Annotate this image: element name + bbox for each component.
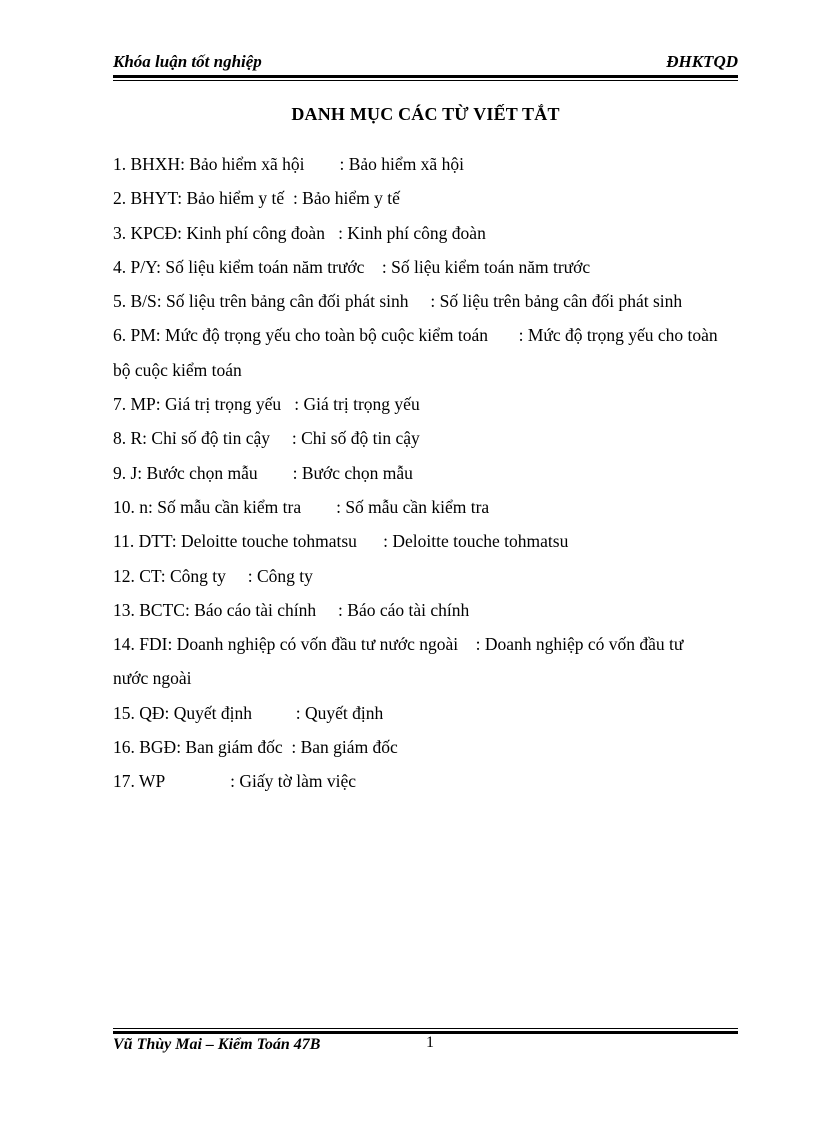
- list-item: 1. BHXH: Bảo hiểm xã hội : Bảo hiểm xã hội: [113, 154, 464, 174]
- list-item: 14. FDI: Doanh nghiệp có vốn đầu tư nước ngoài : Doanh nghiệp có vốn đầu tư nước ngoài: [113, 634, 688, 689]
- list-item: 16. BGĐ: Ban giám đốc : Ban giám đốc: [113, 737, 398, 758]
- page-title: DANH MỤC CÁC TỪ VIẾT TẮT: [291, 104, 560, 124]
- list-item: 15. QĐ: Quyết định : Quyết định: [113, 702, 384, 723]
- list-item: 10. n: Số mẫu cần kiểm tra : Số mẫu cần kiểm tra: [113, 496, 490, 517]
- list-item: 11. DTT: Deloitte touche tohmatsu : Deloitte touche tohmatsu: [113, 531, 569, 552]
- list-item: 13. BCTC: Báo cáo tài chính : Báo cáo tài chính: [113, 599, 470, 620]
- list-item: 8. R: Chỉ số độ tin cậy : Chỉ số độ tin cậy: [113, 428, 420, 449]
- abbreviation-list: [113, 147, 723, 799]
- page-number: 1: [426, 1034, 434, 1051]
- footer-divider-thin: [113, 1028, 738, 1029]
- page-header: [113, 50, 738, 76]
- list-item: 7. MP: Giá trị trọng yếu : Giá trị trọng yếu: [113, 394, 420, 415]
- list-item: 4. P/Y: Số liệu kiểm toán năm trước : Số liệu kiểm toán năm trước: [113, 256, 591, 277]
- header-divider-thin: [113, 80, 738, 81]
- list-item: 2. BHYT: Bảo hiểm y tế : Bảo hiểm y tế: [113, 188, 400, 209]
- list-item: 5. B/S: Số liệu trên bảng cân đối phát sinh : Số liệu trên bảng cân đối phát sinh: [113, 291, 683, 312]
- list-item: 6. PM: Mức độ trọng yếu cho toàn bộ cuộc kiểm toán : Mức độ trọng yếu cho toàn bộ cuộc kiểm toán: [113, 325, 723, 380]
- header-university-label: ĐHKTQD: [666, 52, 738, 71]
- header-thesis-label: Khóa luận tốt nghiệp: [113, 52, 262, 71]
- list-item: 12. CT: Công ty : Công ty: [113, 565, 313, 586]
- page-footer: [113, 1024, 738, 1064]
- list-item: 9. J: Bước chọn mẫu : Bước chọn mẫu: [113, 462, 413, 483]
- list-item: 17. WP : Giấy tờ làm việc: [113, 771, 357, 792]
- footer-author: Vũ Thùy Mai – Kiểm Toán 47B: [113, 1036, 321, 1053]
- list-item: 3. KPCĐ: Kinh phí công đoàn : Kinh phí công đoàn: [113, 222, 486, 243]
- header-divider: [113, 75, 738, 78]
